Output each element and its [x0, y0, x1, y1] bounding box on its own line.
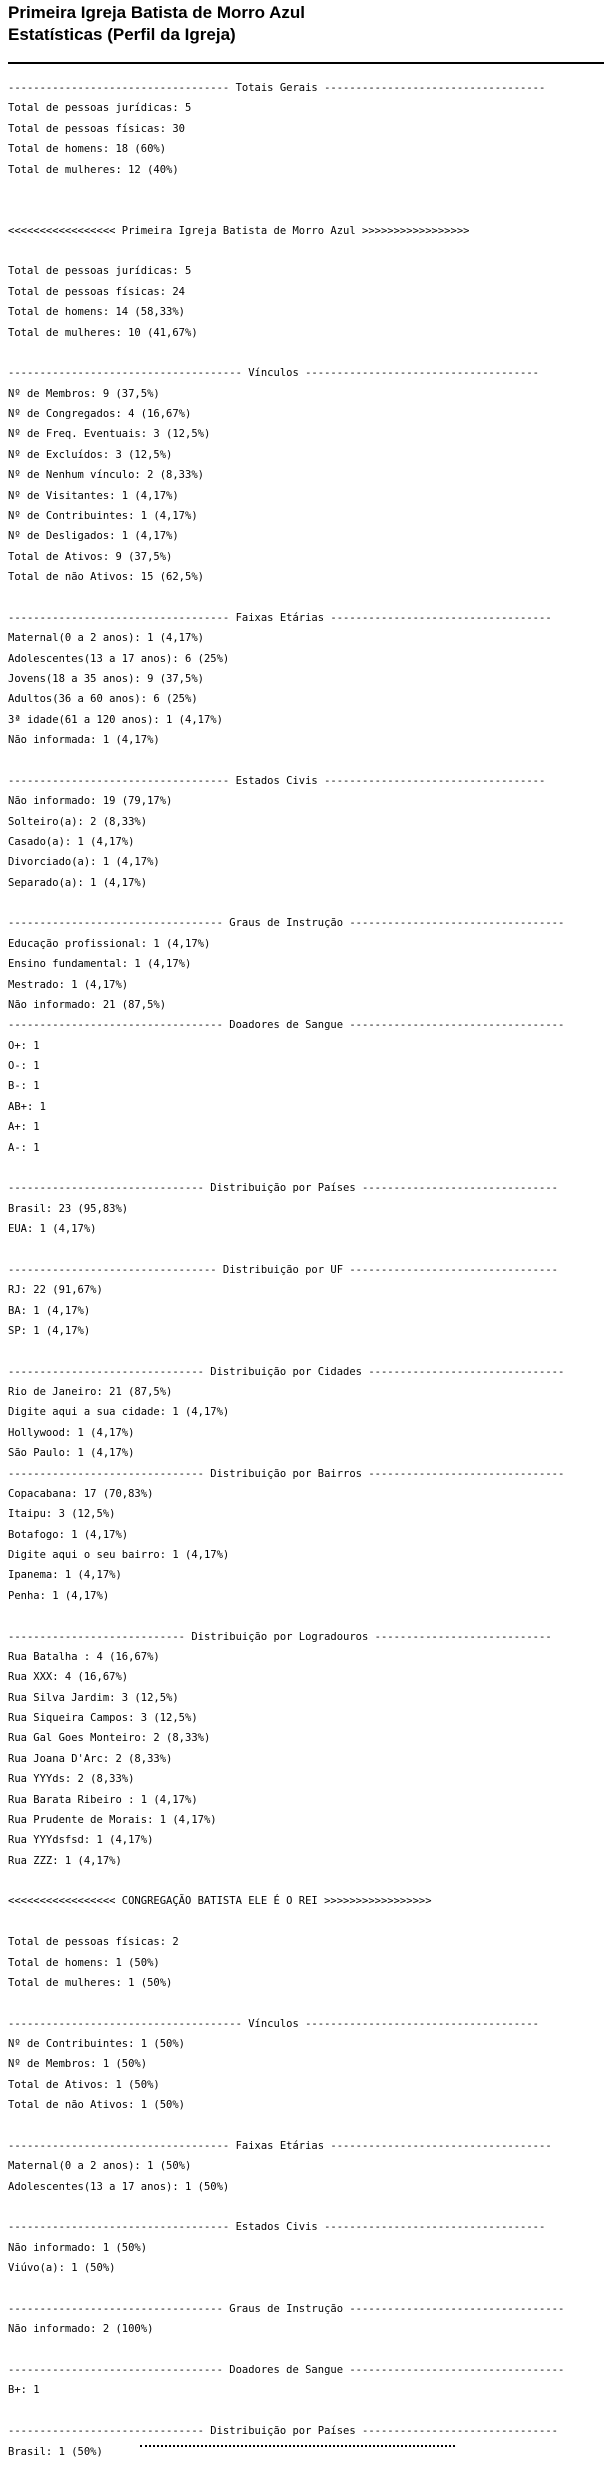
- report-line: Nº de Membros: 9 (37,5%): [8, 387, 160, 400]
- report-line: Rua Gal Goes Monteiro: 2 (8,33%): [8, 1732, 211, 1745]
- report-line: Brasil: 23 (95,83%): [8, 1202, 129, 1215]
- report-line: ----------------------------------- Estados Civis -----------------------------------: [8, 2221, 546, 2234]
- report-line: Solteiro(a): 2 (8,33%): [8, 815, 148, 828]
- report-line: Maternal(0 a 2 anos): 1 (4,17%): [8, 632, 204, 645]
- report-line: RJ: 22 (91,67%): [8, 1284, 103, 1297]
- report-line: Não informado: 19 (79,17%): [8, 795, 173, 808]
- report-line: A-: 1: [8, 1141, 40, 1154]
- report-line: AB+: 1: [8, 1100, 46, 1113]
- report-line: Nº de Contribuintes: 1 (50%): [8, 2038, 186, 2050]
- page-title: Primeira Igreja Batista de Morro Azul: [8, 3, 305, 22]
- report-line: Itaipu: 3 (12,5%): [8, 1508, 116, 1521]
- report-line: Jovens(18 a 35 anos): 9 (37,5%): [8, 672, 204, 685]
- report-line: A+: 1: [8, 1121, 40, 1134]
- report-line: ----------------------------------- Faixas Etárias -----------------------------------: [8, 611, 552, 624]
- report-line: Total de não Ativos: 15 (62,5%): [8, 571, 204, 583]
- report-line: Nº de Desligados: 1 (4,17%): [8, 530, 179, 543]
- report-line: [8, 343, 604, 363]
- report-line: [8, 750, 604, 770]
- report-line: [8, 200, 604, 220]
- report-line: Hollywood: 1 (4,17%): [8, 1426, 135, 1439]
- report-line: ---------------------------------- Doadores de Sangue ----------------------------------: [8, 2364, 565, 2376]
- report-line: Viúvo(a): 1 (50%): [8, 2262, 116, 2275]
- report-line: <<<<<<<<<<<<<<<<< Primeira Igreja Batista de Morro Azul >>>>>>>>>>>>>>>>>: [8, 224, 470, 237]
- report-line: Nº de Freq. Eventuais: 3 (12,5%): [8, 428, 211, 441]
- report-line: Digite aqui o seu bairro: 1 (4,17%): [8, 1549, 230, 1561]
- report-line: Total de homens: 18 (60%): [8, 143, 167, 156]
- report-line: Rua Barata Ribeiro : 1 (4,17%): [8, 1793, 198, 1806]
- report-line: Casado(a): 1 (4,17%): [8, 835, 135, 848]
- report-line: Total de Ativos: 9 (37,5%): [8, 550, 173, 563]
- report-line: Botafogo: 1 (4,17%): [8, 1528, 129, 1541]
- report-line: Educação profissional: 1 (4,17%): [8, 937, 211, 950]
- report-line: Separado(a): 1 (4,17%): [8, 876, 148, 889]
- report-line: Total de homens: 1 (50%): [8, 1956, 160, 1969]
- report-line: Nº de Nenhum vínculo: 2 (8,33%): [8, 469, 204, 482]
- report-line: [8, 1606, 604, 1626]
- report-line: Adolescentes(13 a 17 anos): 6 (25%): [8, 652, 230, 665]
- report-line: ----------------------------------- Totais Gerais -----------------------------------: [8, 82, 546, 94]
- report-line: Penha: 1 (4,17%): [8, 1589, 110, 1602]
- report-line: [8, 1239, 604, 1259]
- report-line: Rua YYYds: 2 (8,33%): [8, 1773, 135, 1786]
- report-line: ------------------------------- Distribuição por Países -------------------------------: [8, 2425, 558, 2438]
- report-line: ---------------------------------- Graus de Instrução ----------------------------------: [8, 2302, 565, 2315]
- report-line: [8, 587, 604, 607]
- report-line: São Paulo: 1 (4,17%): [8, 1447, 135, 1460]
- report-line: ------------------------------------- Vínculos -------------------------------------: [8, 2017, 540, 2030]
- report-line: Total de homens: 14 (58,33%): [8, 306, 186, 319]
- report-line: O+: 1: [8, 1039, 40, 1052]
- report-line: Maternal(0 a 2 anos): 1 (50%): [8, 2160, 192, 2173]
- report-line: [8, 1993, 604, 2013]
- report-line: --------------------------------- Distribuição por UF ---------------------------------: [8, 1263, 558, 1276]
- report-line: [8, 893, 604, 913]
- report-line: Total de pessoas físicas: 24: [8, 285, 186, 298]
- report-line: ----------------------------------- Faixas Etárias -----------------------------------: [8, 2139, 552, 2152]
- report-line: [8, 2116, 604, 2136]
- report-line: EUA: 1 (4,17%): [8, 1223, 97, 1235]
- report-line: [8, 180, 604, 200]
- report-line: [8, 241, 604, 261]
- page-header: [0, 0, 610, 46]
- report-line: Nº de Visitantes: 1 (4,17%): [8, 489, 179, 502]
- report-line: Nº de Contribuintes: 1 (4,17%): [8, 509, 198, 522]
- report-line: Adolescentes(13 a 17 anos): 1 (50%): [8, 2180, 230, 2193]
- report-line: ---------------------------------- Doadores de Sangue ----------------------------------: [8, 1019, 565, 1032]
- report-line: [8, 1912, 604, 1932]
- report-line: Ipanema: 1 (4,17%): [8, 1569, 122, 1582]
- dotted-separator: [140, 2445, 455, 2447]
- report-line: Não informado: 1 (50%): [8, 2241, 148, 2254]
- report-line: Não informada: 1 (4,17%): [8, 734, 160, 746]
- report-line: Rua Prudente de Morais: 1 (4,17%): [8, 1813, 217, 1826]
- report-line: Rua Silva Jardim: 3 (12,5%): [8, 1691, 179, 1704]
- report-line: [8, 1871, 604, 1891]
- report-line: Rua Joana D'Arc: 2 (8,33%): [8, 1752, 173, 1765]
- report-line: [8, 1341, 604, 1361]
- report-line: Total de mulheres: 12 (40%): [8, 163, 179, 176]
- report-line: [8, 1158, 604, 1178]
- report-line: Rua ZZZ: 1 (4,17%): [8, 1854, 122, 1867]
- report-line: ------------------------------------- Vínculos -------------------------------------: [8, 367, 540, 380]
- report-line: Total de pessoas físicas: 2: [8, 1936, 179, 1949]
- report-line: Adultos(36 a 60 anos): 6 (25%): [8, 693, 198, 706]
- report-line: Total de não Ativos: 1 (50%): [8, 2099, 186, 2112]
- report-line: B+: 1: [8, 2384, 40, 2397]
- header-divider: [8, 62, 604, 64]
- report-line: [8, 2279, 604, 2299]
- report-line: ------------------------------- Distribuição por Bairros -------------------------------: [8, 1467, 565, 1480]
- report-line: BA: 1 (4,17%): [8, 1304, 91, 1317]
- report-line: Divorciado(a): 1 (4,17%): [8, 856, 160, 869]
- report-line: Não informado: 2 (100%): [8, 2323, 154, 2336]
- report-line: Nº de Excluídos: 3 (12,5%): [8, 448, 173, 461]
- report-line: Total de Ativos: 1 (50%): [8, 2078, 160, 2091]
- statistics-report: [8, 78, 604, 2462]
- report-line: Total de mulheres: 10 (41,67%): [8, 326, 198, 339]
- report-line: Nº de Congregados: 4 (16,67%): [8, 408, 192, 420]
- report-line: Total de pessoas jurídicas: 5: [8, 102, 192, 115]
- report-line: [8, 2197, 604, 2217]
- report-line: B-: 1: [8, 1080, 40, 1093]
- report-line: Brasil: 1 (50%): [8, 2445, 103, 2458]
- page-subtitle: Estatísticas (Perfil da Igreja): [8, 25, 236, 44]
- report-line: Total de pessoas físicas: 30: [8, 122, 186, 135]
- report-line: Rua YYYdsfsd: 1 (4,17%): [8, 1834, 154, 1847]
- report-line: Rua Siqueira Campos: 3 (12,5%): [8, 1712, 198, 1724]
- report-line: Mestrado: 1 (4,17%): [8, 978, 129, 991]
- report-line: ------------------------------- Distribuição por Países -------------------------------: [8, 1182, 558, 1195]
- report-line: [8, 2401, 604, 2421]
- report-line: ---------------------------- Distribuição por Logradouros ----------------------------: [8, 1630, 552, 1643]
- report-line: ---------------------------------- Graus de Instrução ----------------------------------: [8, 917, 565, 930]
- report-line: ----------------------------------- Estados Civis -----------------------------------: [8, 774, 546, 787]
- report-line: Total de mulheres: 1 (50%): [8, 1976, 173, 1989]
- report-line: Ensino fundamental: 1 (4,17%): [8, 958, 192, 971]
- report-line: Digite aqui a sua cidade: 1 (4,17%): [8, 1406, 230, 1419]
- report-line: Copacabana: 17 (70,83%): [8, 1487, 154, 1500]
- report-line: Nº de Membros: 1 (50%): [8, 2058, 148, 2071]
- report-line: Total de pessoas jurídicas: 5: [8, 265, 192, 278]
- report-line: Rua Batalha : 4 (16,67%): [8, 1650, 160, 1663]
- report-line: SP: 1 (4,17%): [8, 1324, 91, 1337]
- report-line: [8, 2340, 604, 2360]
- report-line: <<<<<<<<<<<<<<<<< CONGREGAÇÃO BATISTA ELE É O REI >>>>>>>>>>>>>>>>>: [8, 1895, 432, 1908]
- report-line: 3ª idade(61 a 120 anos): 1 (4,17%): [8, 713, 223, 726]
- report-line: Rua XXX: 4 (16,67%): [8, 1671, 129, 1684]
- report-line: Não informado: 21 (87,5%): [8, 998, 167, 1011]
- report-line: Rio de Janeiro: 21 (87,5%): [8, 1386, 173, 1398]
- report-line: O-: 1: [8, 1060, 40, 1072]
- report-line: ------------------------------- Distribuição por Cidades -------------------------------: [8, 1365, 565, 1378]
